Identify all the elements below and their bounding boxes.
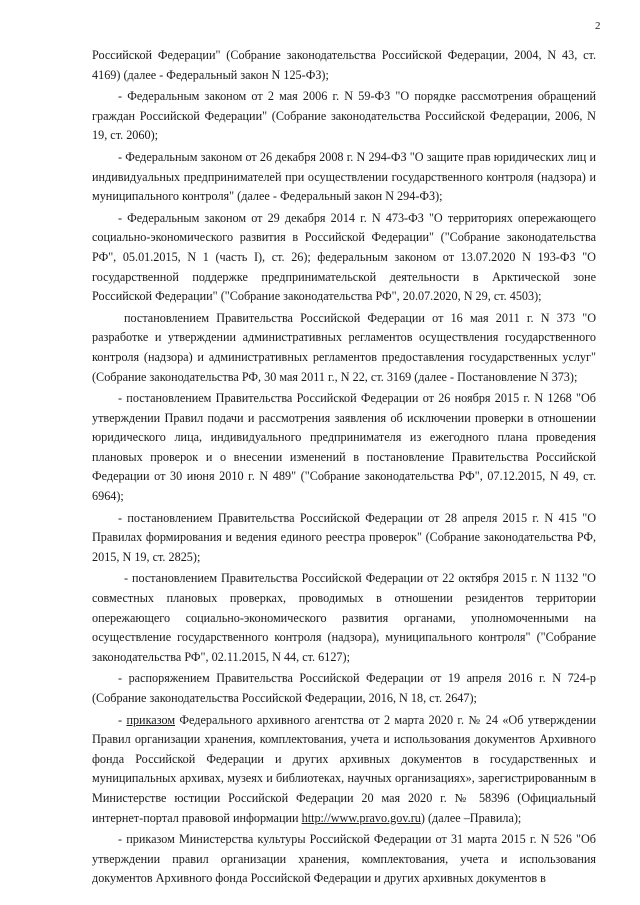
pravo-gov-link[interactable]: http://www.pravo.gov.ru: [301, 810, 421, 825]
paragraph-federal-law-125: Российской Федерации" (Собрание законодательства Российской Федерации, 2004, N 43, ст. 4169) (далее - Федеральный закон N 125-ФЗ);: [92, 48, 596, 82]
paragraph-resolution-373: постановлением Правительства Российской Федерации от 16 мая 2011 г. N 373 "О разработке и утверждении административных регламентов осуществления государственного контроля (надзора) и административных регламентов предоставления государственных услуг" (Собрание законодательства РФ, 30 мая 2011 г., N 22, ст. 3169 (далее - Постановление N 373);: [92, 310, 596, 384]
order-24-text: Федерального архивного агентства от 2 марта 2020 г. № 24 «Об утверждении Правил организации хранения, комплектования, учета и использования документов Архивного фонда Российской Федерации и других архивных документов в государственных и муниципальных архивах, музеях и библиотеках, научных организациях», зарегистрированным в Министерстве юстиции Российской Федерации 20 мая 2020 г. № 58396 (Официальный интернет-портал правовой информации: [92, 712, 596, 825]
paragraph-order-526: - приказом Министерства культуры Российской Федерации от 31 марта 2015 г. N 526 "Об утверждении правил организации хранения, комплектования, учета и использования документов Архивного фонда Российской Федерации и других архивных документов в: [92, 832, 596, 886]
paragraph-order-24: [92, 711, 596, 829]
paragraph-order-724r: - распоряжением Правительства Российской Федерации от 19 апреля 2016 г. N 724-р (Собрание законодательства Российской Федерации, 2016, N 18, ст. 2647);: [92, 671, 596, 705]
paragraph-federal-law-473: - Федеральным законом от 29 декабря 2014 г. N 473-ФЗ "О территориях опережающего социально-экономического развития в Российской Федерации" ("Собрание законодательства РФ", 05.01.2015, N 1 (часть I), ст. 26); федеральным законом от 13.07.2020 N 193-ФЗ "О государственной поддержке предпринимательской деятельности в Арктической зоне Российской Федерации" ("Собрание законодательства РФ", 20.07.2020, N 29, ст. 4503);: [92, 210, 596, 304]
page-number: 2: [595, 20, 601, 32]
order-24-link[interactable]: приказом: [126, 712, 176, 727]
document-body: [92, 46, 596, 891]
paragraph-resolution-1132: - постановлением Правительства Российской Федерации от 22 октября 2015 г. N 1132 "О совместных плановых проверках, проводимых в отношении резидентов территории опережающего социально-экономического развития органами, уполномоченными на осуществление государственного контроля (надзора), муниципального контроля" ("Собрание законодательства РФ", 02.11.2015, N 44, ст. 6127);: [92, 571, 596, 664]
paragraph-resolution-415: - постановлением Правительства Российской Федерации от 28 апреля 2015 г. N 415 "О Правилах формирования и ведения единого реестра проверок" (Собрание законодательства РФ, 2015, N 19, ст. 2825);: [92, 510, 596, 564]
order-24-prefix: -: [118, 712, 127, 727]
paragraph-resolution-1268: - постановлением Правительства Российской Федерации от 26 ноября 2015 г. N 1268 "Об утверждении Правил подачи и рассмотрения заявления об исключении проверки в отношении юридического лица, индивидуального предпринимателя из ежегодного плана проведения плановых проверок и о внесении изменений в постановление Правительства Российской Федерации от 30 июня 2010 г. N 489" ("Собрание законодательства РФ", 07.12.2015, N 49, ст. 6964);: [92, 391, 596, 504]
order-24-suffix: ) (далее –Правила);: [420, 810, 522, 825]
paragraph-federal-law-294: - Федеральным законом от 26 декабря 2008 г. N 294-ФЗ "О защите прав юридических лиц и индивидуальных предпринимателей при осуществлении государственного контроля (надзора) и муниципального контроля" (далее - Федеральный закон N 294-ФЗ);: [92, 149, 596, 204]
paragraph-federal-law-59: - Федеральным законом от 2 мая 2006 г. N 59-ФЗ "О порядке рассмотрения обращений граждан Российской Федерации" (Собрание законодательства Российской Федерации, 2006, N 19, ст. 2060);: [92, 89, 596, 143]
